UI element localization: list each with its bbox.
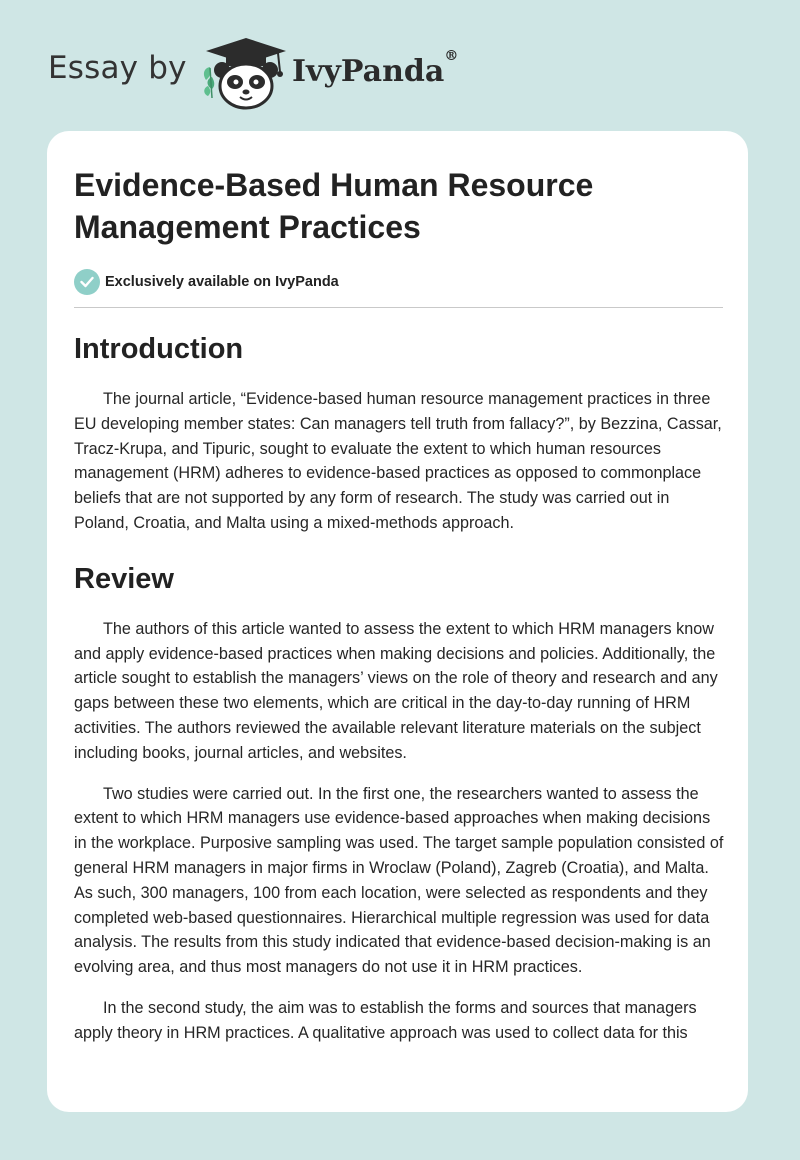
brand-label: IvyPanda	[292, 54, 445, 89]
section-heading-review: Review	[74, 562, 174, 595]
article-title: Evidence-Based Human Resource Management Practices	[74, 167, 594, 245]
article-body	[74, 164, 724, 1046]
section-heading-introduction: Introduction	[74, 333, 244, 365]
paragraph: In the second study, the aim was to establish the forms and sources that managers apply theory in HRM practices. A qualitative approach was used to collect data for this	[74, 998, 697, 1042]
panda-graduate-icon[interactable]	[200, 34, 290, 110]
site-header	[48, 34, 508, 110]
essay-by-label: Essay by	[48, 50, 187, 86]
brand-name[interactable]	[292, 48, 459, 89]
exclusive-label: Exclusively available on IvyPanda	[105, 274, 339, 290]
paragraph: The journal article, “Evidence-based human resource management practices in three EU developing member states: Can managers tell truth from fallacy?”, by Bezzina, Cassar, Tracz-Krupa, and Tipuric, sought to evaluate the extent to which human resources management (HRM) adheres to evidence-based practices as opposed to commonplace beliefs that are not supported by any form of research. The study was carried out in Poland, Croatia, and Malta using a mixed-methods approach.	[74, 390, 722, 532]
check-badge-icon	[74, 269, 100, 295]
paragraph: Two studies were carried out. In the first one, the researchers wanted to assess the extent to which HRM managers use evidence-based approaches when making decisions in the workplace. Purposive sampling was used. The target sample population consisted of general HRM managers in major firms in Wroclaw (Poland), Zagreb (Croatia), and Malta. As such, 300 managers, 100 from each location, were selected as respondents and they completed web-based questionnaires. Hierarchical multiple regression was used for data analysis. The results from this study indicated that evidence-based decision-making is an evolving area, and thus most managers do not use it in HRM practices.	[74, 784, 724, 977]
divider	[74, 307, 723, 308]
registered-mark: ®	[444, 48, 459, 64]
article-card	[47, 131, 748, 1112]
paragraph: The authors of this article wanted to assess the extent to which HRM managers know and apply evidence-based practices when making decisions and policies. Additionally, the article sought to establish the managers’ views on the role of theory and research and any gaps between these two elements, which are critical in the day-to-day running of HRM activities. The authors reviewed the available relevant literature materials on the subject including books, journal articles, and websites.	[74, 619, 718, 762]
exclusive-badge	[74, 269, 724, 295]
